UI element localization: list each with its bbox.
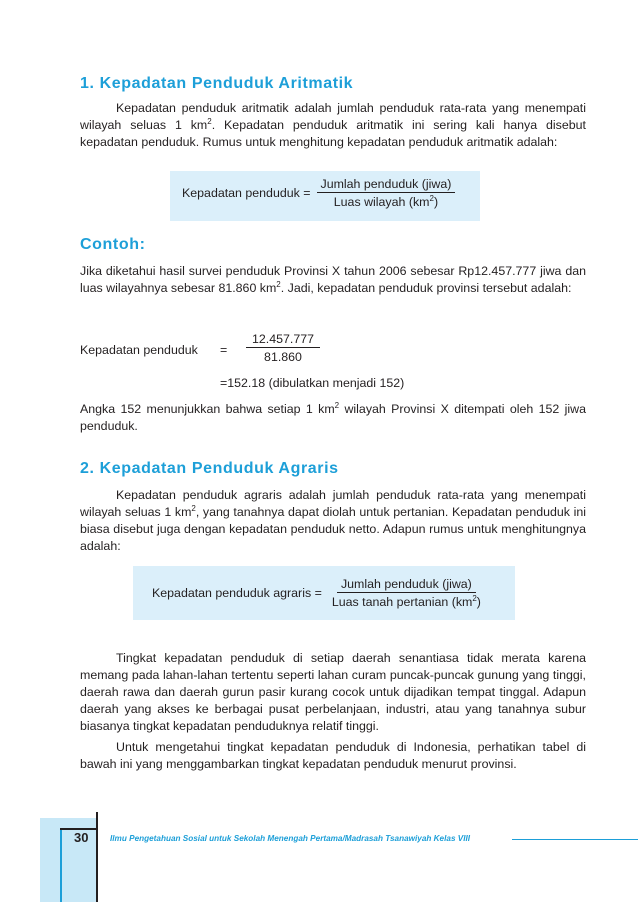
formula-denominator: Luas tanah pertanian $(km^2)$ <box>331 593 481 609</box>
formula-denominator: Luas wilayah $(km^2)$ <box>333 193 439 209</box>
formula-fraction <box>317 177 456 209</box>
formula-numerator: Jumlah penduduk (jiwa) <box>337 577 476 593</box>
section-2-body <box>80 650 586 773</box>
contoh-conclusion: Angka 152 menunjukkan bahwa setiap 1 $km^2$ wilayah Provinsi X ditempati oleh 152 jiwa penduduk. <box>80 400 586 433</box>
section-2-heading: 2. Kepadatan Penduduk Agraris <box>80 460 339 477</box>
formula-aritmatik <box>182 177 455 209</box>
calc-label: Kepadatan penduduk <box>80 343 198 357</box>
calc-result: =152.18 (dibulatkan menjadi 152) <box>220 376 405 390</box>
section-1-heading: 1. Kepadatan Penduduk Aritmatik <box>80 75 354 92</box>
calc-fraction <box>246 332 320 364</box>
section-1-paragraph: Kepadatan penduduk aritmatik adalah jumlah penduduk rata-rata yang menempati wilayah seluas 1 $km^2$. Kepadatan penduduk aritmatik ini sering kali hanya disebut kepadatan penduduk. Rumus untuk menghitung kepadatan penduduk aritmatik adalah: <box>80 101 586 149</box>
formula-numerator: Jumlah penduduk (jiwa) <box>317 177 456 193</box>
page-number: 30 <box>74 830 89 845</box>
paragraph-tingkat: Tingkat kepadatan penduduk di setiap daerah senantiasa tidak merata karena memang pada lahan-lahan tertentu seperti lahan curam puncak-puncak gunung yang tinggi, daerah rawa dan daerah gurun pasir kurang cocok untuk dijadikan tempat tinggal. Adapun daerah yang akses ke berbagai pusat perbelanjaan, industri, atau yang tanahnya subur biasanya tingkat kepadatan penduduknya relatif tinggi. <box>80 651 586 733</box>
calc-equals: = <box>220 343 228 357</box>
footer-vertical-line-dark <box>96 812 98 902</box>
paragraph-untuk: Untuk mengetahui tingkat kepadatan penduduk di Indonesia, perhatikan tabel di bawah ini yang menggambarkan tingkat kepadatan penduduk menurut provinsi. <box>80 740 586 771</box>
formula-agraris <box>152 577 485 609</box>
formula-label: Kepadatan penduduk agraris = <box>152 586 322 600</box>
footer-rule <box>512 839 638 840</box>
footer-decor-square <box>40 818 98 902</box>
book-title: Ilmu Pengetahuan Sosial untuk Sekolah Menengah Pertama/Madrasah Tsanawiyah Kelas VIII <box>110 834 471 843</box>
contoh-paragraph: Jika diketahui hasil survei penduduk Provinsi X tahun 2006 sebesar Rp12.457.777 jiwa dan luas wilayahnya sebesar 81.860 $km^2$. Jadi, kepadatan penduduk provinsi tersebut adalah: <box>80 264 586 295</box>
calc-denominator: 81.860 <box>264 350 302 364</box>
contoh-heading: Contoh: <box>80 236 146 253</box>
footer-vertical-line <box>60 830 62 902</box>
section-2-paragraph: Kepadatan penduduk agraris adalah jumlah penduduk rata-rata yang menempati wilayah seluas 1 $km^2$, yang tanahnya dapat diolah untuk pertanian. Kepadatan penduduk ini biasa disebut juga dengan kepadatan penduduk netto. Adapun rumus untuk menghitungnya adalah: <box>80 488 586 553</box>
formula-label: Kepadatan penduduk = <box>182 186 311 200</box>
formula-fraction <box>328 577 485 609</box>
calc-numerator: 12.457.777 <box>246 332 320 348</box>
